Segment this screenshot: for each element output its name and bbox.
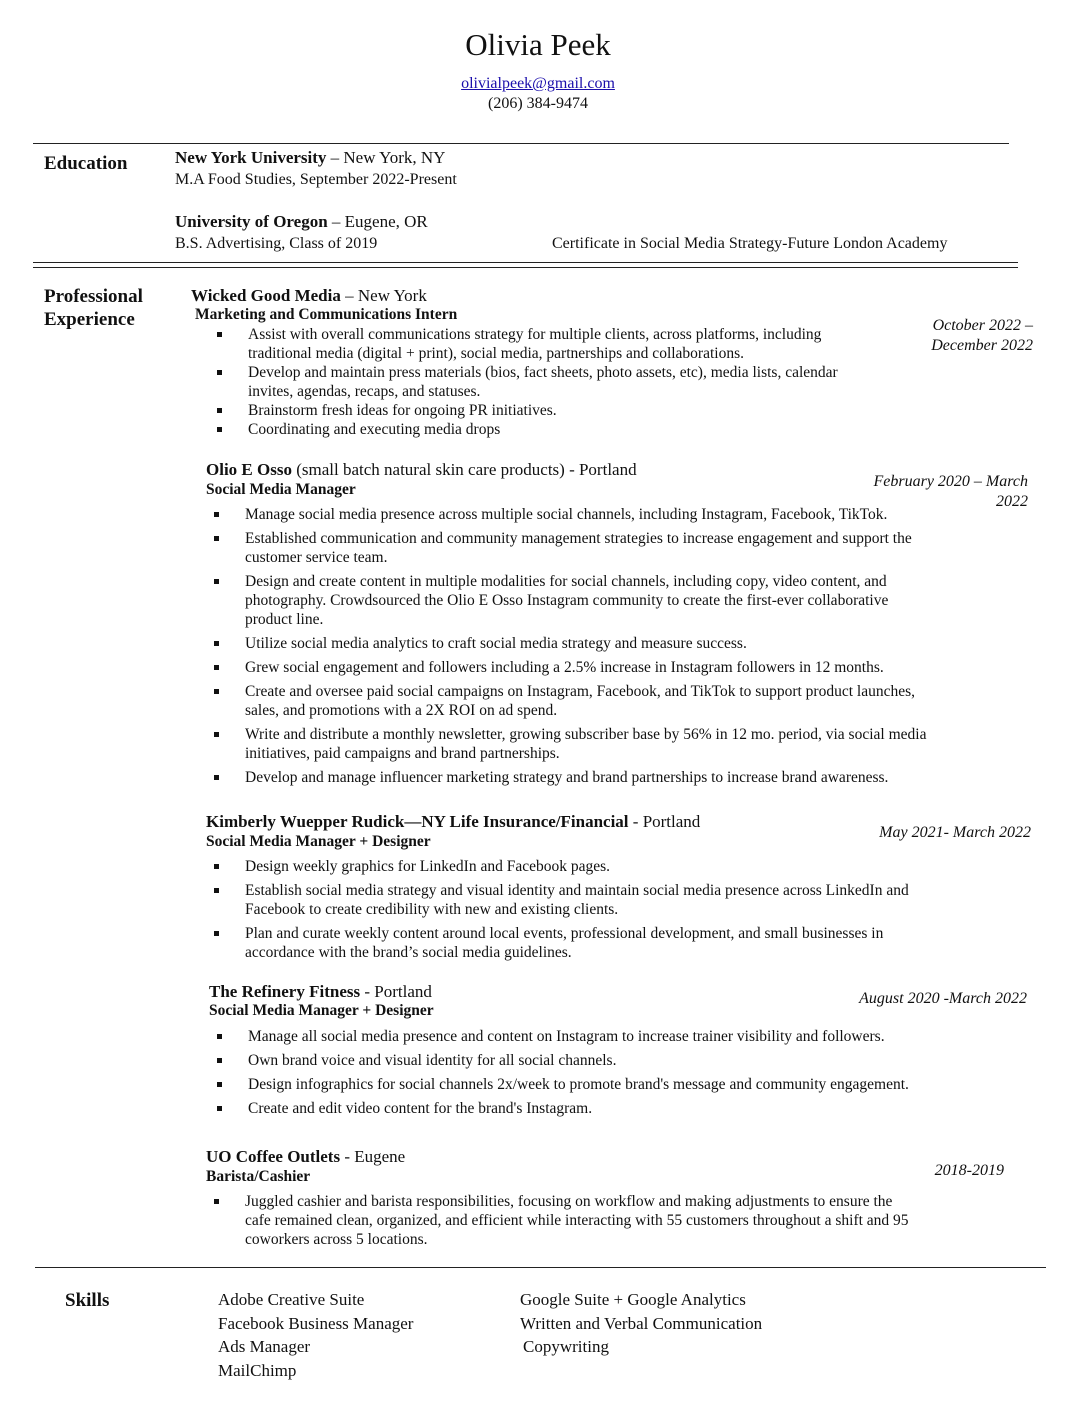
job-date-line1: 2018-2019 [934,1162,1004,1179]
job-date-line1: May 2021- March 2022 [879,824,1031,841]
job-company: Wicked Good Media [191,286,341,305]
list-item: Juggled cashier and barista responsibilities, focusing on workflow and making adjustments to ensure the cafe remained clean, organized, and efficient while interacting with 55 customers throughout a shift and 95 coworkers across 5 locations. [212,1192,922,1249]
job-date [850,823,1031,843]
job-title: Barista/Cashier [206,1168,311,1185]
bullet-square-icon [214,775,219,780]
experience-label [44,285,143,331]
job-bullets [212,505,932,787]
job-date [840,989,1027,1009]
experience-divider [35,1267,1046,1268]
job-location: – New York [340,286,427,305]
job-title: Social Media Manager + Designer [209,1002,434,1019]
bullet-square-icon [214,689,219,694]
list-item: Written and Verbal Communication [520,1313,763,1333]
bullet-square-icon [214,579,219,584]
bullet-square-icon [214,665,219,670]
job-bullets [215,325,855,439]
job-title: Social Media Manager + Designer [206,833,431,850]
job-location: - Eugene [340,1147,406,1166]
list-item: Develop and manage influencer marketing strategy and brand partnerships to increase brand awareness. [212,768,932,787]
list-item: Design weekly graphics for LinkedIn and Facebook pages. [212,857,922,876]
job-bullets [212,1192,922,1249]
candidate-name: Olivia Peek [465,27,611,62]
job-date-line2: 2022 [996,493,1028,510]
job-title: Marketing and Communications Intern [195,306,458,323]
experience-label-line1: Professional [44,286,143,307]
school-name: New York University [175,148,327,167]
contact-email [0,74,1076,93]
job-date-line1: October 2022 – [932,317,1033,334]
bullet-square-icon [214,536,219,541]
job-company-line [206,811,700,832]
list-item: Write and distribute a monthly newsletter, growing subscriber base by 56% in 12 mo. period, via social media initiatives, paid campaigns and brand partnerships. [212,725,932,763]
job-company-line [206,1146,405,1167]
job-company: Kimberly Wuepper Rudick—NY Life Insurance/Financial [206,812,629,831]
education-label: Education [44,153,128,174]
list-item: Design infographics for social channels 2x/week to promote brand's message and community engagement. [215,1075,960,1094]
school-location: – New York, NY [326,148,446,167]
header-divider [33,143,1009,144]
list-item: Own brand voice and visual identity for all social channels. [215,1051,960,1070]
list-item: Plan and curate weekly content around local events, professional development, and small businesses in accordance with the brand’s social media guidelines. [212,924,922,962]
school-detail: B.S. Advertising, Class of 2019 [175,235,378,252]
list-item: Grew social engagement and followers including a 2.5% increase in Instagram followers in 12 months. [212,658,932,677]
bullet-square-icon [217,427,222,432]
job-date [880,316,1033,356]
school-uo [175,211,428,232]
bullet-square-icon [217,1034,222,1039]
bullet-square-icon [214,641,219,646]
email-link[interactable]: olivialpeek@gmail.com [461,75,615,92]
skills-column-1 [218,1289,413,1381]
job-date [880,1161,1004,1181]
certificate: Certificate in Social Media Strategy-Future London Academy [552,235,948,252]
school-nyu [175,147,445,168]
list-item: Brainstorm fresh ideas for ongoing PR initiatives. [215,401,855,420]
job-company: UO Coffee Outlets [206,1147,341,1166]
bullet-square-icon [214,732,219,737]
job-date-line1: August 2020 -March 2022 [859,990,1027,1007]
list-item: Copywriting [523,1337,609,1356]
job-company-line [209,981,432,1002]
list-item: Google Suite + Google Analytics [520,1290,746,1309]
list-item: Design and create content in multiple modalities for social channels, including copy, video content, and photography. Crowdsourced the Olio E Osso Instagram community to create the first-ever collaborative product line. [212,572,932,629]
list-item: MailChimp [218,1360,297,1380]
bullet-square-icon [214,1199,219,1204]
bullet-square-icon [214,512,219,517]
contact-phone: (206) 384-9474 [488,95,588,112]
skills-column-2 [520,1289,762,1357]
education-divider-top [33,262,1018,263]
job-company-line [191,285,427,306]
list-item: Established communication and community management strategies to increase engagement and support the customer service team. [212,529,932,567]
school-name: University of Oregon [175,212,328,231]
job-location: - Portland [628,812,701,831]
list-item: Utilize social media analytics to craft social media strategy and measure success. [212,634,932,653]
list-item: Coordinating and executing media drops [215,420,855,439]
bullet-square-icon [217,1106,222,1111]
list-item: Create and edit video content for the brand's Instagram. [215,1099,960,1118]
list-item: Manage social media presence across multiple social channels, including Instagram, Facebook, TikTok. [212,505,932,524]
job-company: Olio E Osso [206,460,292,479]
list-item: Establish social media strategy and visual identity and maintain social media presence across LinkedIn and Facebook to create credibility with new and existing clients. [212,881,922,919]
job-location: - Portland [360,982,432,1001]
list-item: Ads Manager [218,1337,311,1356]
list-item: Manage all social media presence and content on Instagram to increase trainer visibility and followers. [215,1027,960,1046]
list-item: Create and oversee paid social campaigns on Instagram, Facebook, and TikTok to support product launches, sales, and promotions with a 2X ROI on ad spend. [212,682,932,720]
list-item: Facebook Business Manager [218,1313,414,1333]
bullet-square-icon [214,888,219,893]
list-item: Adobe Creative Suite [218,1290,365,1309]
school-detail: M.A Food Studies, September 2022-Present [175,171,457,188]
job-date-line2: December 2022 [931,337,1033,354]
bullet-square-icon [217,1058,222,1063]
bullet-square-icon [214,931,219,936]
bullet-square-icon [217,1082,222,1087]
school-location: – Eugene, OR [327,212,428,231]
skills-label: Skills [65,1290,110,1311]
bullet-square-icon [217,370,222,375]
bullet-square-icon [214,864,219,869]
bullet-square-icon [217,332,222,337]
education-divider-bottom [33,267,1018,268]
job-company: The Refinery Fitness [209,982,361,1001]
experience-label-line2: Experience [44,309,135,330]
job-title: Social Media Manager [206,481,356,498]
bullet-square-icon [217,408,222,413]
job-bullets [215,1027,960,1118]
job-company-line [206,459,637,480]
job-date-line1: February 2020 – March [873,473,1028,490]
job-location: (small batch natural skin care products) - Portland [291,460,637,479]
list-item: Develop and maintain press materials (bios, fact sheets, photo assets, etc), media lists, calendar invites, agendas, recaps, and statuses. [215,363,855,401]
list-item: Assist with overall communications strategy for multiple clients, across platforms, including traditional media (digital + print), social media, partnerships and collaborations. [215,325,855,363]
job-bullets [212,857,922,962]
